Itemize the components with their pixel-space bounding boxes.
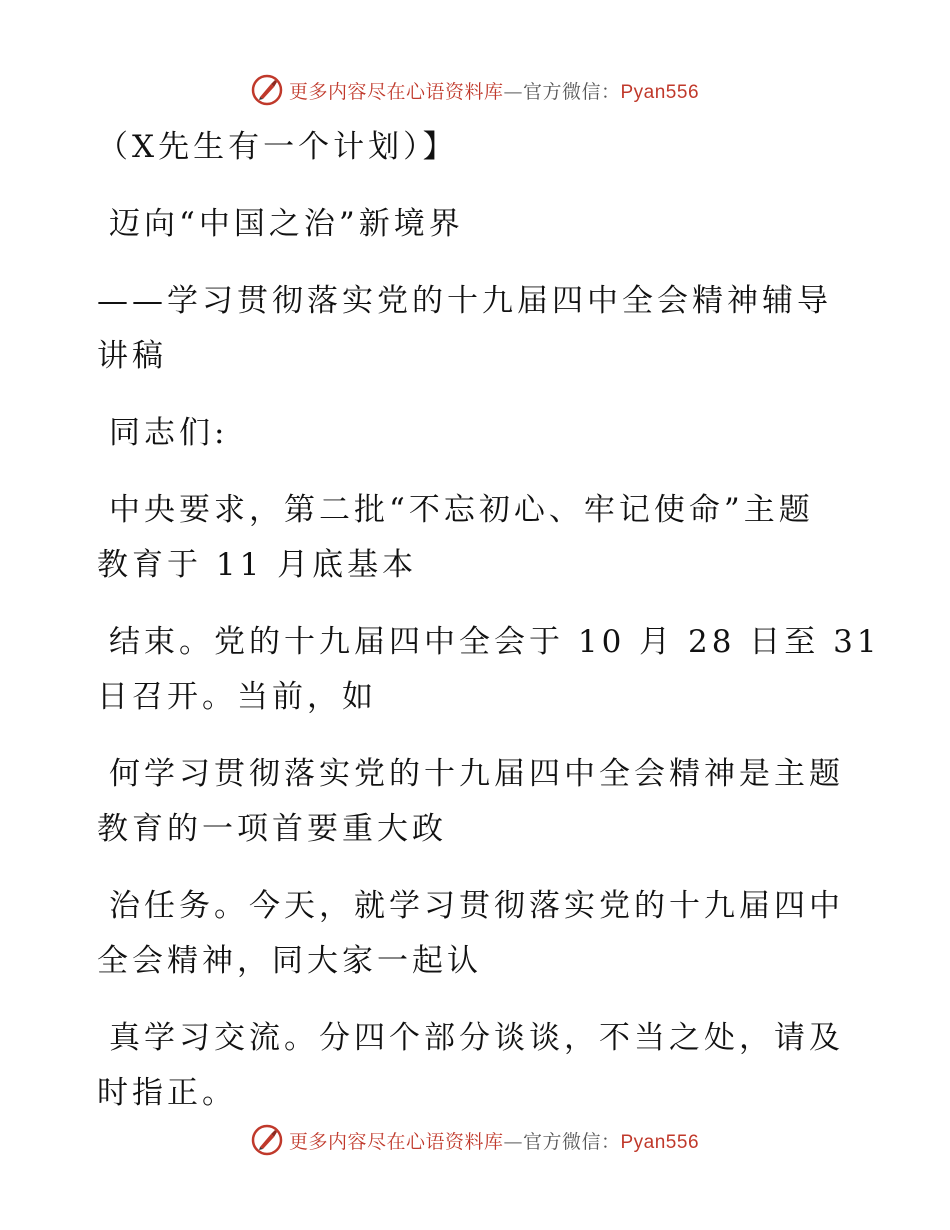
pen-logo-icon <box>251 1124 283 1156</box>
banner-separator: — <box>503 1130 523 1153</box>
banner-text <box>289 1127 699 1154</box>
banner-contact-label: 官方微信： <box>522 80 621 103</box>
document-paragraph-line: 全会精神，同大家一起认 <box>97 943 482 979</box>
banner-site-text: 更多内容尽在心语资料库 <box>288 1130 504 1153</box>
document-paragraph-line: 治任务。今天，就学习贯彻落实党的十九届四中 <box>109 888 844 924</box>
document-paragraph-line: 何学习贯彻落实党的十九届四中全会精神是主题 <box>109 756 844 792</box>
document-body <box>97 120 881 1121</box>
document-title: 迈向“中国之治”新境界 <box>109 206 464 242</box>
header-watermark-banner <box>0 70 950 110</box>
document-paragraph-line: 结束。党的十九届四中全会于 10 月 28 日至 31 <box>109 624 881 660</box>
document-paragraph-line: 日召开。当前，如 <box>97 679 377 715</box>
banner-site-text: 更多内容尽在心语资料库 <box>288 80 504 103</box>
document-subtitle-continued: 讲稿 <box>97 338 167 374</box>
banner-handle: Pyan556 <box>620 1131 700 1153</box>
banner-inner <box>251 74 699 106</box>
document-paragraph-line: 中央要求，第二批“不忘初心、牢记使命”主题 <box>109 492 814 528</box>
footer-watermark-banner <box>0 1120 950 1160</box>
document-line-note: （X先生有一个计划）】 <box>97 129 458 165</box>
banner-contact-label: 官方微信： <box>522 1130 621 1153</box>
pen-logo-icon <box>251 74 283 106</box>
banner-handle: Pyan556 <box>620 81 700 103</box>
document-paragraph-line: 教育于 11 月底基本 <box>97 547 418 583</box>
banner-text <box>289 77 699 104</box>
document-salutation: 同志们: <box>109 415 229 451</box>
document-paragraph-line: 真学习交流。分四个部分谈谈，不当之处，请及 <box>109 1020 844 1056</box>
banner-separator: — <box>503 80 523 103</box>
document-subtitle: ——学习贯彻落实党的十九届四中全会精神辅导 <box>97 283 832 319</box>
banner-inner <box>251 1124 699 1156</box>
document-paragraph-line: 教育的一项首要重大政 <box>97 811 447 847</box>
document-paragraph-line: 时指正。 <box>97 1075 237 1111</box>
